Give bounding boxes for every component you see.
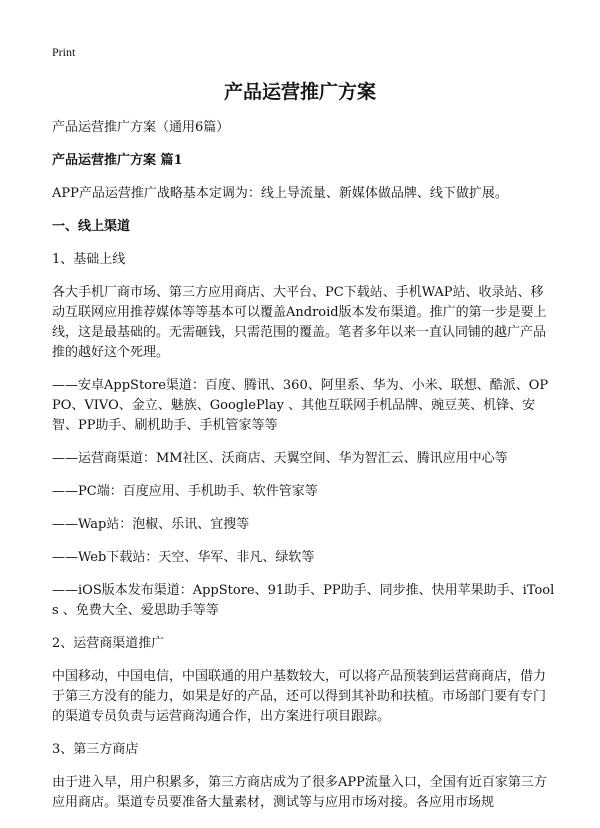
- page-title: 产品运营推广方案: [223, 81, 376, 103]
- channel-pc: ——PC端：百度应用、手机助手、软件管家等: [52, 484, 318, 499]
- subheading-third-party-store: 3、第三方商店: [52, 742, 139, 757]
- document-subtitle: 产品运营推广方案（通用6篇）: [52, 120, 230, 135]
- section-heading-online: 一、线上渠道: [52, 219, 131, 234]
- part-heading: 产品运营推广方案 篇1: [52, 153, 183, 168]
- paragraph-third-party-store: 由于进入早，用户积累多，第三方商店成为了很多APP流量入口，全国有近百家第三方应用商店。渠道专员要准备大量素材，测试等与应用市场对接。各应用市场规: [52, 775, 547, 810]
- channel-wap: ——Wap站：泡椒、乐讯、宜搜等: [52, 517, 250, 532]
- document-body: [52, 118, 556, 813]
- channel-operator: ——运营商渠道：MM社区、沃商店、天翼空间、华为智汇云、腾讯应用中心等: [52, 451, 508, 466]
- channel-web: ——Web下载站：天空、华军、非凡、绿软等: [52, 550, 315, 565]
- paragraph-operator-promotion: 中国移动，中国电信，中国联通的用户基数较大，可以将产品预装到运营商商店，借力于第三方没有的能力，如果是好的产品，还可以得到其补助和扶植。市场部门要有专门的渠道专员负责与运营商沟通合作，出方案进行项目跟踪。: [52, 669, 547, 724]
- channel-android: ——安卓AppStore渠道：百度、腾讯、360、阿里系、华为、小米、联想、酷派、OPPO、VIVO、金立、魅族、GooglePlay 、其他互联网手机品牌、豌豆荚、机锋、安智、PP助手、刷机助手、手机管家等等: [52, 378, 549, 433]
- intro-paragraph: APP产品运营推广战略基本定调为：线上导流量、新媒体做品牌、线下做扩展。: [52, 186, 508, 201]
- paragraph-basic-launch: 各大手机厂商市场、第三方应用商店、大平台、PC下载站、手机WAP站、收录站、移动互联网应用推荐媒体等等基本可以覆盖Android版本发布渠道。推广的第一步是要上线，这是最基础的。无需砸钱，只需范围的覆盖。笔者多年以来一直认同铺的越广产品推的越好这个死理。: [52, 285, 547, 360]
- subheading-basic-launch: 1、基础上线: [52, 252, 126, 267]
- print-label[interactable]: Print: [52, 45, 76, 59]
- subheading-operator-promotion: 2、运营商渠道推广: [52, 636, 165, 651]
- channel-ios: ——iOS版本发布渠道：AppStore、91助手、PP助手、同步推、快用苹果助手、iTools 、免费大全、爱思助手等等: [52, 583, 555, 618]
